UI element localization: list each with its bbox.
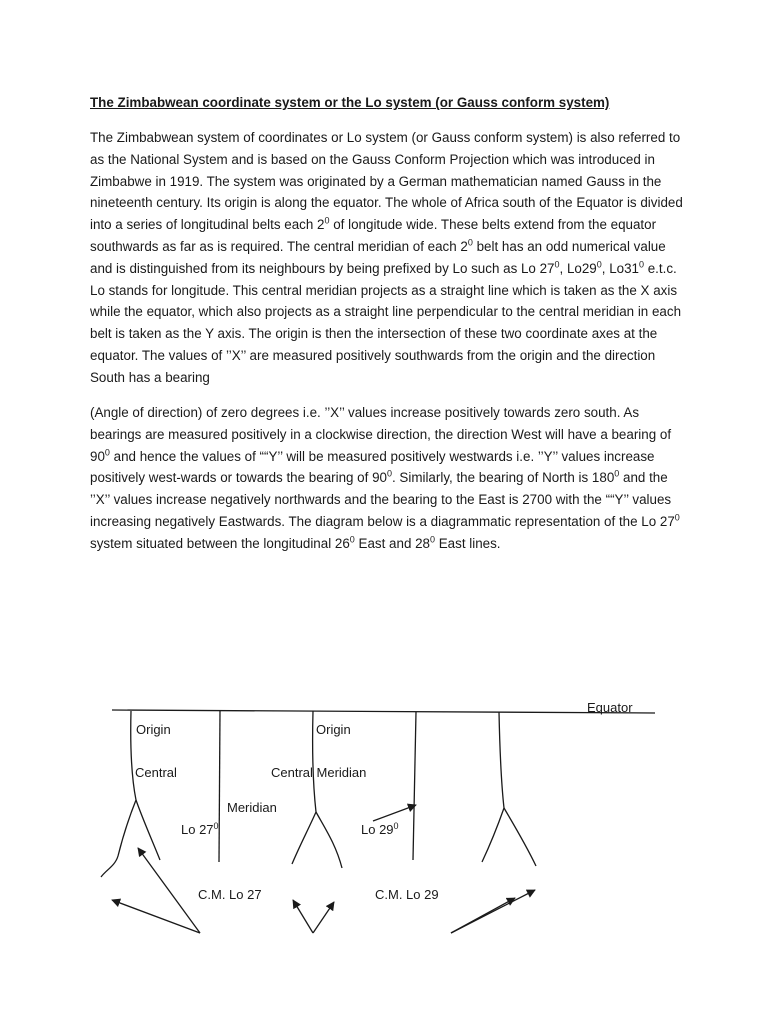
- degree-superscript: 0: [639, 259, 645, 270]
- meridian-right-branch: [504, 808, 536, 866]
- degree-superscript: 0: [430, 534, 436, 545]
- paragraph-text: East lines.: [435, 535, 501, 551]
- paragraph-text: belt has an odd numerical value and is distinguished from its neighbours by being prefixed by Lo such as Lo 27: [90, 238, 666, 276]
- arrow-left-up: [138, 848, 200, 933]
- arrow-lo29-pointer: [373, 805, 416, 821]
- cm-lo29-label: C.M. Lo 29: [375, 887, 439, 902]
- page-title: The Zimbabwean coordinate system or the Lo system (or Gauss conform system): [90, 95, 610, 110]
- arrow-v-left: [293, 900, 313, 933]
- degree-superscript: 0: [554, 259, 560, 270]
- central-meridian-lo27-line: [101, 711, 136, 877]
- paragraph-text: , Lo31: [601, 260, 639, 276]
- central-meridian-right-label: Central Meridian: [271, 765, 367, 780]
- paragraph-1: [90, 127, 690, 389]
- origin-right-label: Origin: [316, 722, 351, 737]
- meridian-26e-line: [219, 711, 220, 862]
- arrow-right-east: [451, 890, 535, 933]
- cm-lo27-label: C.M. Lo 27: [198, 887, 262, 902]
- paragraph-text: and the ’’X’’ values increase negatively northwards and the bearing to the East is 2700 with the ““Y’’ values increasing negatively Eastwards. The diagram below is a diagrammatic representation of the Lo 27: [90, 470, 675, 529]
- lo-system-diagram: [0, 690, 768, 950]
- meridian-right-line: [482, 712, 504, 862]
- arrow-v-right: [313, 902, 334, 933]
- paragraph-text: and hence the values of ““Y’’ will be measured positively westwards i.e. ’’Y’’ values increase positively west-wards or towards the bearing of 90: [90, 448, 655, 486]
- arrow-left-west: [112, 900, 200, 933]
- equator-line: [112, 710, 655, 713]
- central-meridian-lo29-branch: [316, 812, 342, 868]
- paragraph-text: system situated between the longitudinal 26: [90, 535, 350, 551]
- degree-superscript: 0: [349, 534, 355, 545]
- degree-superscript: 0: [596, 259, 602, 270]
- lo29-label: Lo $29^0$: [361, 821, 399, 837]
- paragraph-text: . Similarly, the bearing of North is 180: [391, 470, 615, 486]
- paragraph-text: , Lo29: [559, 260, 597, 276]
- degree-superscript: 0: [467, 237, 473, 248]
- paragraph-text: (Angle of direction) of zero degrees i.e. ’’X’’ values increase positively towards zero south. As bearings are measured positively in a clockwise direction, the direction West will have a bearing of 90: [90, 405, 672, 464]
- meridian-left-label: Meridian: [227, 800, 277, 815]
- central-left-label: Central: [135, 765, 177, 780]
- lo27-label: Lo $27^0$: [181, 821, 219, 837]
- degree-superscript: 0: [674, 512, 680, 523]
- paragraph-text: East and 28: [354, 535, 431, 551]
- origin-left-label: Origin: [136, 722, 171, 737]
- paragraph-text: The Zimbabwean system of coordinates or Lo system (or Gauss conform system) is also referred to as the National System and is based on the Gauss Conform Projection which was introduced in Zimbabwe in 1919. The system was originated by a German mathematician named Gauss in the nineteenth century. Its origin is along the equator. The whole of Africa south of the Equator is divided into a series of longitudinal belts each 2: [90, 130, 683, 233]
- equator-label: Equator: [587, 700, 633, 715]
- paragraph-text: e.t.c. Lo stands for longitude. This central meridian projects as a straight line which is taken as the X axis while the equator, which also projects as a straight line perpendicular to the central meridian in each belt is taken as the Y axis. The origin is then the intersection of these two coordinate axes at the equator. The values of ’’X’’ are measured positively southwards from the origin and the direction South has a bearing: [90, 260, 682, 385]
- paragraph-2: [90, 402, 690, 555]
- paragraph-text: of longitude wide. These belts extend from the equator southwards as far as is required. The central meridian of each 2: [90, 217, 657, 254]
- degree-superscript: 0: [386, 468, 392, 479]
- degree-superscript: 0: [324, 215, 330, 226]
- degree-superscript: 0: [104, 447, 110, 458]
- central-meridian-lo29-line: [292, 711, 316, 864]
- meridian-28e-line: [413, 712, 416, 860]
- degree-superscript: 0: [614, 468, 620, 479]
